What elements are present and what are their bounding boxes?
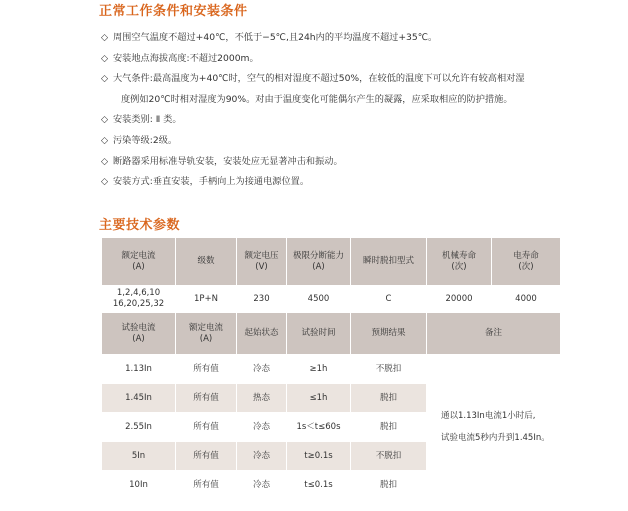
remark-line: 试验电流5秒内升到1.45In。	[441, 433, 550, 443]
condition-text: 断路器采用标准导轨安装，安装处应无显著冲击和振动。	[113, 155, 343, 167]
table-cell: 所有值	[176, 384, 237, 413]
table-cell: 5In	[102, 442, 176, 471]
diamond-bullet-icon: ◇	[101, 134, 109, 146]
table-header-row	[102, 313, 561, 355]
condition-item	[101, 110, 601, 131]
table-cell: 1.13In	[102, 355, 176, 384]
conditions-list	[101, 28, 601, 193]
table-cell: 脱扣	[351, 413, 427, 442]
table-cell: 10In	[102, 471, 176, 500]
table-cell: t≤0.1s	[287, 471, 351, 500]
diamond-bullet-icon: ◇	[101, 32, 109, 43]
remark-cell	[427, 355, 561, 500]
table-cell: 冷态	[237, 355, 287, 384]
diamond-bullet-icon: ◇	[101, 73, 109, 85]
condition-text: 周围空气温度不超过+40℃，不低于−5℃,且24h内的平均温度不超过+35℃。	[113, 32, 438, 43]
table-cell: 脱扣	[351, 471, 427, 500]
header-cell: 预期结果	[351, 313, 427, 355]
table-cell: 不脱扣	[351, 442, 427, 471]
table-cell: 230	[237, 286, 287, 313]
condition-item	[101, 172, 601, 193]
table-cell: ≥1h	[287, 355, 351, 384]
remark-line: 通以1.13In电流1小时后,	[441, 411, 536, 421]
diamond-bullet-icon: ◇	[101, 176, 109, 188]
header-cell: 额定电流 (A)	[176, 313, 237, 355]
table-cell: ≤1h	[287, 384, 351, 413]
table-cell: 20000	[427, 286, 492, 313]
condition-item	[101, 49, 601, 70]
table-cell: 所有值	[176, 413, 237, 442]
table-cell: 1,2,4,6,10 16,20,25,32	[102, 286, 176, 313]
table-cell: C	[351, 286, 427, 313]
table-cell: 1.45In	[102, 384, 176, 413]
condition-item	[101, 152, 601, 173]
table-cell: 冷态	[237, 471, 287, 500]
header-cell: 备注	[427, 313, 561, 355]
table-cell: 冷态	[237, 413, 287, 442]
table-cell: 1P+N	[176, 286, 237, 313]
header-cell: 起始状态	[237, 313, 287, 355]
header-cell: 级数	[176, 238, 237, 286]
header-cell: 极限分断能力 (A)	[287, 238, 351, 286]
table-cell: 所有值	[176, 471, 237, 500]
condition-item	[101, 28, 601, 49]
table-cell: 所有值	[176, 442, 237, 471]
table-cell: 所有值	[176, 355, 237, 384]
table-cell: t≥0.1s	[287, 442, 351, 471]
diamond-bullet-icon: ◇	[101, 114, 109, 126]
header-cell: 试验电流 (A)	[102, 313, 176, 355]
table-cell: 热态	[237, 384, 287, 413]
header-cell: 机械寿命 (次)	[427, 238, 492, 286]
diamond-bullet-icon: ◇	[101, 155, 109, 167]
table-header-row	[102, 238, 561, 286]
condition-text: 安装地点海拔高度:不超过2000m。	[113, 52, 259, 64]
spec-table	[101, 237, 561, 500]
section-title-conditions: 正常工作条件和安装条件	[99, 4, 248, 19]
header-cell: 电寿命 (次)	[492, 238, 561, 286]
table-cell: 2.55In	[102, 413, 176, 442]
table-cell: 4000	[492, 286, 561, 313]
table-cell: 脱扣	[351, 384, 427, 413]
header-cell: 瞬时脱扣型式	[351, 238, 427, 286]
table-row	[102, 355, 561, 384]
condition-item	[101, 131, 601, 152]
table-cell: 不脱扣	[351, 355, 427, 384]
condition-text: 污染等级:2级。	[113, 134, 178, 146]
condition-text: 大气条件:最高温度为+40℃时，空气的相对湿度不超过50%，在较低的温度下可以允许有较高相对湿	[113, 73, 525, 85]
table-cell: 冷态	[237, 442, 287, 471]
header-cell: 额定电压 (V)	[237, 238, 287, 286]
section-title-parameters: 主要技术参数	[99, 218, 181, 233]
condition-text-continued: 度例如20℃时相对湿度为90%。对由于温度变化可能偶尔产生的凝露，应采取相应的防护措施。	[121, 93, 513, 105]
condition-item	[101, 69, 601, 110]
header-cell: 试验时间	[287, 313, 351, 355]
diamond-bullet-icon: ◇	[101, 52, 109, 64]
condition-text: 安装类别: Ⅱ 类。	[113, 114, 182, 126]
condition-text: 安装方式:垂直安装，手柄向上为接通电源位置。	[113, 176, 310, 188]
table-row	[102, 286, 561, 313]
header-cell: 额定电流 (A)	[102, 238, 176, 286]
table-cell: 1s＜t≤60s	[287, 413, 351, 442]
table-cell: 4500	[287, 286, 351, 313]
